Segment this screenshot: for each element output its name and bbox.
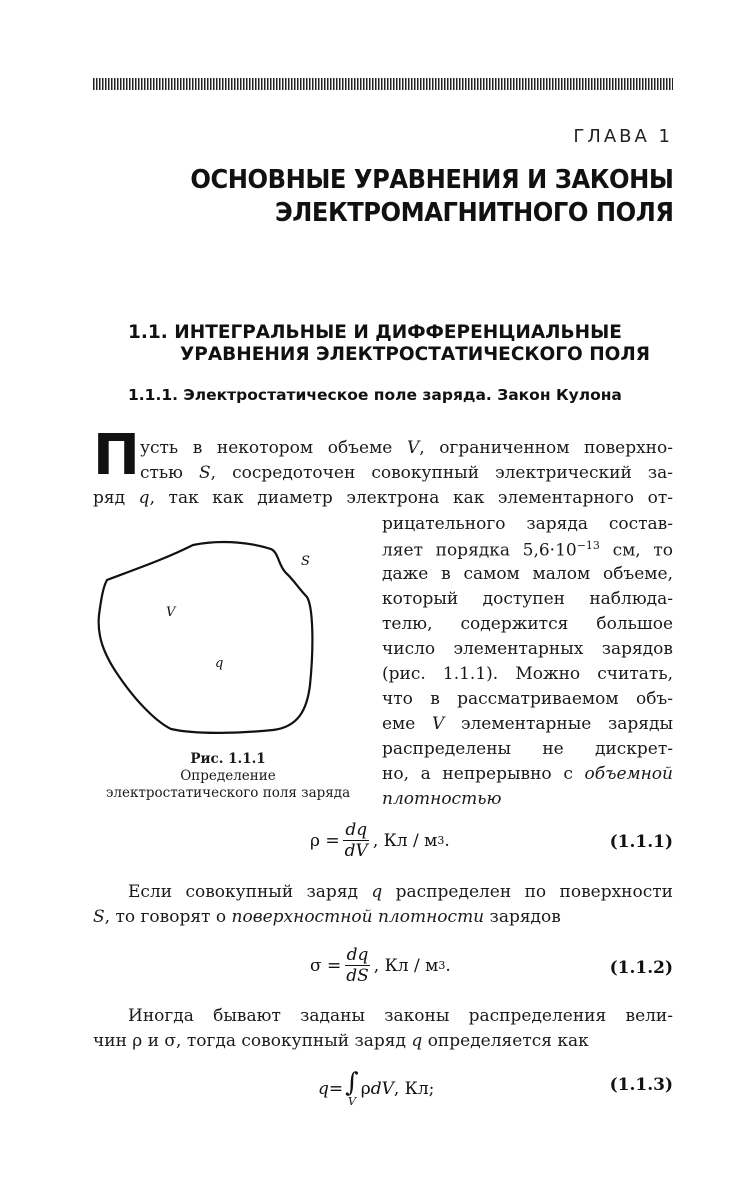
header-rule — [93, 78, 673, 90]
paragraph-line: что в рассматриваемом объ- — [382, 689, 673, 709]
paragraph-line: еме V элементарные заряды — [382, 714, 673, 734]
paragraph-line: стью S, сосредоточен совокупный электрический за- — [140, 463, 673, 483]
paragraph-line: усть в некотором объеме V, ограниченном поверхно- — [140, 438, 673, 458]
section-title-line2: УРАВНЕНИЯ ЭЛЕКТРОСТАТИЧЕСКОГО ПОЛЯ — [180, 344, 651, 365]
paragraph-line: Если совокупный заряд q распределен по поверхности — [128, 882, 673, 902]
paragraph-line: S, то говорят о поверхностной плотности зарядов — [93, 907, 561, 927]
equation-number: (1.1.3) — [609, 1075, 673, 1095]
figure-caption-line2: электростатического поля заряда — [105, 785, 351, 801]
paragraph-line: телю, содержится большое — [382, 614, 673, 634]
chapter-title-line1: ОСНОВНЫЕ УРАВНЕНИЯ И ЗАКОНЫ — [189, 165, 673, 195]
paragraph-line: чин ρ и σ, тогда совокупный заряд q определяется как — [93, 1031, 589, 1051]
paragraph-line: рицательного заряда состав- — [382, 514, 673, 534]
paragraph-line: Иногда бывают заданы законы распределения вели- — [128, 1006, 673, 1026]
paragraph-line: (рис. 1.1.1). Можно считать, — [382, 664, 673, 684]
subsection-title: 1.1.1. Электростатическое поле заряда. Закон Кулона — [128, 386, 622, 404]
drop-cap: П — [93, 423, 140, 488]
paragraph-line: ляет порядка $5,6\cdot 10^{-13}$ см, то — [382, 539, 673, 561]
figure-caption-line1: Определение — [180, 768, 276, 784]
equation-1-1-1: ρ = $\frac{dq}{dV}$ , Кл / м 3 . — [310, 820, 450, 861]
surface-s-outline — [99, 542, 313, 733]
label-s: S — [301, 554, 310, 569]
figure-caption — [93, 751, 363, 802]
section-title-line1: 1.1. ИНТЕГРАЛЬНЫЕ И ДИФФЕРЕНЦИАЛЬНЫЕ — [128, 322, 622, 343]
paragraph-line: ряд q, так как диаметр электрона как элементарного от- — [93, 488, 674, 508]
paragraph-line: даже в самом малом объеме, — [382, 564, 673, 584]
paragraph-line: распределены не дискрет- — [382, 739, 673, 759]
paragraph-line: плотностью — [382, 789, 502, 809]
label-v: V — [166, 605, 176, 620]
paragraph-line: который доступен наблюда- — [382, 589, 673, 609]
equation-number: (1.1.1) — [609, 832, 673, 852]
charge-volume-figure — [93, 535, 363, 735]
equation-1-1-2: σ = $\frac{dq}{dS}$ , Кл / м 3 . — [310, 945, 451, 986]
label-q: q — [215, 656, 224, 671]
equation-1-1-3: q = ∫ V ρ dV , Кл; — [318, 1068, 435, 1108]
paragraph-line: число элементарных зарядов — [382, 639, 673, 659]
equation-number: (1.1.2) — [609, 958, 673, 978]
chapter-label: ГЛАВА 1 — [573, 126, 673, 147]
figure-caption-number: Рис. 1.1.1 — [190, 751, 266, 767]
section-title — [128, 322, 668, 366]
paragraph-line: но, а непрерывно с объемной — [382, 764, 673, 784]
chapter-title — [190, 164, 673, 230]
chapter-title-line2: ЭЛЕКТРОМАГНИТНОГО ПОЛЯ — [274, 198, 673, 228]
